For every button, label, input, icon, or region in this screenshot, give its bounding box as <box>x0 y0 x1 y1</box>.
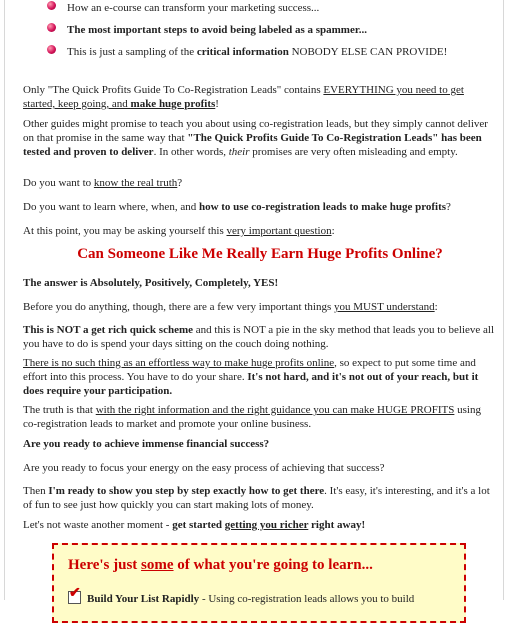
paragraph-exclusive <box>23 83 497 111</box>
list-item <box>47 45 487 67</box>
paragraph-get-started <box>23 518 497 532</box>
para-text: Other guides might promise to teach you about using co-registration leads, but they simply cannot deliver on that promise in the same way that <box>23 118 488 144</box>
para-underline: know the real truth <box>93 177 178 189</box>
para-underline: with the right information and the right guidance you can make HUGE PROFITS <box>95 404 455 416</box>
para-emphasis: make huge profits <box>130 98 216 110</box>
paragraph-truth <box>23 176 497 190</box>
learn-item-title: Build Your List Rapidly <box>87 593 200 605</box>
learn-heading-underline: some <box>141 557 174 573</box>
checkbox-icon: ✔ <box>68 591 81 604</box>
para-text: . In other words, <box>153 146 229 158</box>
learn-heading-text: Here's just <box>68 557 142 573</box>
para-emphasis-underline: getting you richer <box>224 519 309 531</box>
para-text: . It's easy, it's interesting, and it's a lot of fun to see just how quickly you can start making lots of money. <box>23 485 490 511</box>
para-text: ? <box>446 201 451 213</box>
para-text: Are you ready to focus your energy on the easy process of achieving that success? <box>23 462 385 474</box>
paragraph-understand <box>23 300 497 314</box>
paragraph-answer <box>23 276 497 290</box>
sales-copy <box>23 0 497 531</box>
bullet-text: The most important steps to avoid being labeled as a spammer... <box>67 24 367 36</box>
para-text: ! <box>215 98 219 110</box>
learn-box <box>52 543 466 623</box>
bullet-text: NOBODY ELSE CAN PROVIDE! <box>288 46 448 58</box>
paragraph-focus <box>23 461 497 475</box>
paragraph-other-guides <box>23 117 497 159</box>
paragraph-right-info <box>23 403 497 431</box>
list-item <box>47 1 487 23</box>
learn-item <box>68 586 448 605</box>
para-text: and this is NOT a pie in the sky method that leads you to believe all you have to do is spend your days sitting on the couch doing nothing. <box>23 324 495 350</box>
para-underline: you MUST understand <box>333 301 435 313</box>
learn-heading <box>68 557 373 574</box>
para-emphasis: get started <box>172 519 225 531</box>
bullet-text: This is just a sampling of the <box>67 46 197 58</box>
para-italic: their <box>228 146 250 158</box>
para-text: , so expect to put some time and effort into this process. You have to do your share. <box>23 357 476 383</box>
bullet-text: How an e-course can transform your marketing success... <box>67 2 320 14</box>
para-emphasis: "The Quick Profits Guide To Co-Registration Leads" has been tested and proven to deliver <box>23 132 482 158</box>
para-emphasis: It's not hard, and it's not out of your reach, but it does require your participation. <box>23 371 479 397</box>
para-emphasis: The answer is Absolutely, Positively, Completely, YES! <box>23 277 279 289</box>
para-text: The truth is that <box>23 404 96 416</box>
paragraph-effort <box>23 356 497 398</box>
bullet-icon <box>47 45 56 54</box>
bullet-icon <box>47 23 56 32</box>
para-text: Let's not waste another moment - <box>23 519 173 531</box>
para-text: promises are very often misleading and empty. <box>249 146 458 158</box>
paragraph-ready-success <box>23 437 497 451</box>
page-frame <box>4 0 504 605</box>
paragraph-step-by-step <box>23 484 497 512</box>
para-emphasis: right away! <box>308 519 366 531</box>
para-emphasis: This is NOT a get rich quick scheme <box>23 324 194 336</box>
list-item <box>47 23 487 45</box>
para-text: using co-registration leads to market and promote your online business. <box>23 404 481 430</box>
para-underline: very important question <box>226 225 332 237</box>
paragraph-not-scheme <box>23 323 497 351</box>
para-emphasis: how to use co-registration leads to make huge profits <box>198 201 447 213</box>
para-text: Do you want to <box>23 177 94 189</box>
bullet-bold: critical information <box>196 46 289 58</box>
para-emphasis: I'm ready to show you step by step exactly how to get there <box>48 485 325 497</box>
para-text: Before you do anything, though, there are a few very important things <box>23 301 334 313</box>
para-underline: EVERYTHING you need to get started, keep going, and <box>23 84 464 110</box>
section-heading: Can Someone Like Me Really Earn Huge Profits Online? <box>77 246 443 262</box>
para-text: Only "The Quick Profits Guide To Co-Registration Leads" contains <box>23 84 324 96</box>
paragraph-question <box>23 224 497 238</box>
para-text: ? <box>177 177 183 189</box>
learn-item-text: - Using co-registration leads allows you to build <box>199 593 415 605</box>
para-text: Do you want to learn where, when, and <box>23 201 199 213</box>
para-text: : <box>331 225 335 237</box>
benefits-list <box>47 1 487 67</box>
para-text: : <box>434 301 438 313</box>
para-underline: There is no such thing as an effortless way to make huge profits online <box>23 357 335 369</box>
paragraph-where-when <box>23 200 497 214</box>
para-emphasis: Are you ready to achieve immense financial success? <box>23 438 270 450</box>
bullet-icon <box>47 1 56 10</box>
para-text: At this point, you may be asking yourself this <box>23 225 227 237</box>
learn-heading-text: of what you're going to learn... <box>173 557 373 573</box>
para-text: Then <box>23 485 49 497</box>
